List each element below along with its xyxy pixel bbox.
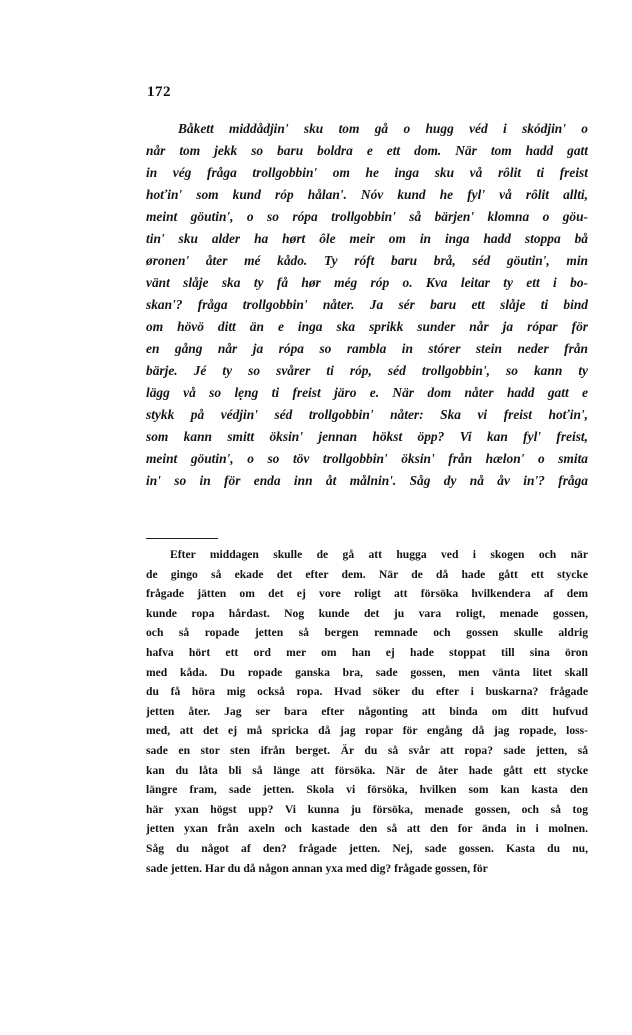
swedish-line: hafva hört ett ord mer om han ej hade stoppat till sina öron xyxy=(146,645,588,659)
swedish-line: jetten åter. Jag ser bara efter någonting att binda om ditt hufvud xyxy=(146,704,588,718)
dialect-line: vänt slåje ska ty få hør még róp o. Kva leitar ty ett i bo- xyxy=(146,275,588,290)
dialect-line: hoťin' som kund róp hålan'. Nóv kund he fyl' vå rôlit allti, xyxy=(146,187,588,202)
swedish-line: sade jetten. Har du då någon annan yxa med dig? frågade gossen, för xyxy=(146,861,488,875)
swedish-line: de gingo så ekade det efter dem. När de då hade gått ett stycke xyxy=(146,567,588,581)
swedish-line: längre fram, sade jetten. Skola vi försöka, hvilken som kan kasta den xyxy=(146,783,588,797)
swedish-line: Efter middagen skulle de gå att hugga ved i skogen och när xyxy=(170,548,588,561)
swedish-line: du få höra mig också ropa. Hvad söker du efter i buskarna? frågade xyxy=(146,685,588,699)
swedish-line: och så ropade jetten så bergen remnade och gossen skulle aldrig xyxy=(146,626,588,640)
swedish-line: med kåda. Du ropade ganska bra, sade gossen, men vänta litet skall xyxy=(146,665,588,679)
dialect-line: in vég fråga trollgobbin' om he inga sku vå rôlit ti freist xyxy=(146,165,588,180)
page-number: 172 xyxy=(147,84,171,100)
swedish-translation-block xyxy=(146,545,588,878)
dialect-line: øronen' åter mé kådo. Ty róft baru brå, séd göutin', min xyxy=(146,253,588,268)
dialect-line: skan'? fråga trollgobbin' nåter. Ja sér baru ett slåje ti bind xyxy=(146,297,588,312)
swedish-line: kunde ropa hårdast. Nog kunde det ju vara roligt, menade gossen, xyxy=(146,606,588,620)
swedish-line: Såg du något af den? frågade jetten. Nej, sade gossen. Kasta du nu, xyxy=(146,841,588,855)
dialect-line: en gång når ja rópa so rambla in stórer stein neder från xyxy=(146,341,588,356)
swedish-line: kan du låta bli så länge att försöka. När de åter hade gått ett stycke xyxy=(146,763,588,777)
dialect-line: når tom jekk so baru boldra e ett dom. När tom hadd gatt xyxy=(146,143,588,158)
dialect-text-block xyxy=(146,118,588,492)
dialect-line: lägg vå so lẹng ti freist järo e. När dom nåter hadd gatt e xyxy=(146,385,588,400)
swedish-line: sade en stor sten ifrån berget. Är du så svår att ropa? sade jetten, så xyxy=(146,743,588,757)
dialect-line: bärje. Jé ty so svårer ti róp, séd trollgobbin', so kann ty xyxy=(146,363,588,378)
dialect-line: tin' sku alder ha hørt ôle meir om in inga hadd stoppa bå xyxy=(146,231,588,246)
dialect-line: om hövö ditt än e inga ska sprikk sunder når ja rópar för xyxy=(146,319,588,334)
separator-rule xyxy=(146,538,218,539)
swedish-line: här yxan högst upp? Vi kunna ju försöka, menade gossen, och så tog xyxy=(146,802,588,816)
dialect-line: in' so in för enda inn åt målnin'. Såg dy nå åv in'? fråga xyxy=(146,473,588,488)
dialect-line: meint göutin', o so töv trollgobbin' öksin' från hælon' o smita xyxy=(146,451,588,466)
dialect-line: meint göutin', o so rópa trollgobbin' så bärjen' klomna o göu- xyxy=(146,209,588,224)
dialect-line: Båkett middådjin' sku tom gå o hugg véd i skódjin' o xyxy=(178,121,588,136)
swedish-line: med, att det ej må spricka då jag ropar för engång då jag ropade, loss- xyxy=(146,724,588,738)
dialect-line: stykk på védjin' séd trollgobbin' nåter: Ska vi freist hoťin', xyxy=(146,407,588,422)
swedish-line: jetten yxan från axeln och kastade den så att den for ända in i molnen. xyxy=(146,822,588,836)
dialect-line: som kann smitt öksin' jennan hökst öpp? Vi kan fyl' freist, xyxy=(146,429,588,444)
swedish-line: frågade jätten om det ej vore roligt att försöka hvilkendera af dem xyxy=(146,587,588,601)
